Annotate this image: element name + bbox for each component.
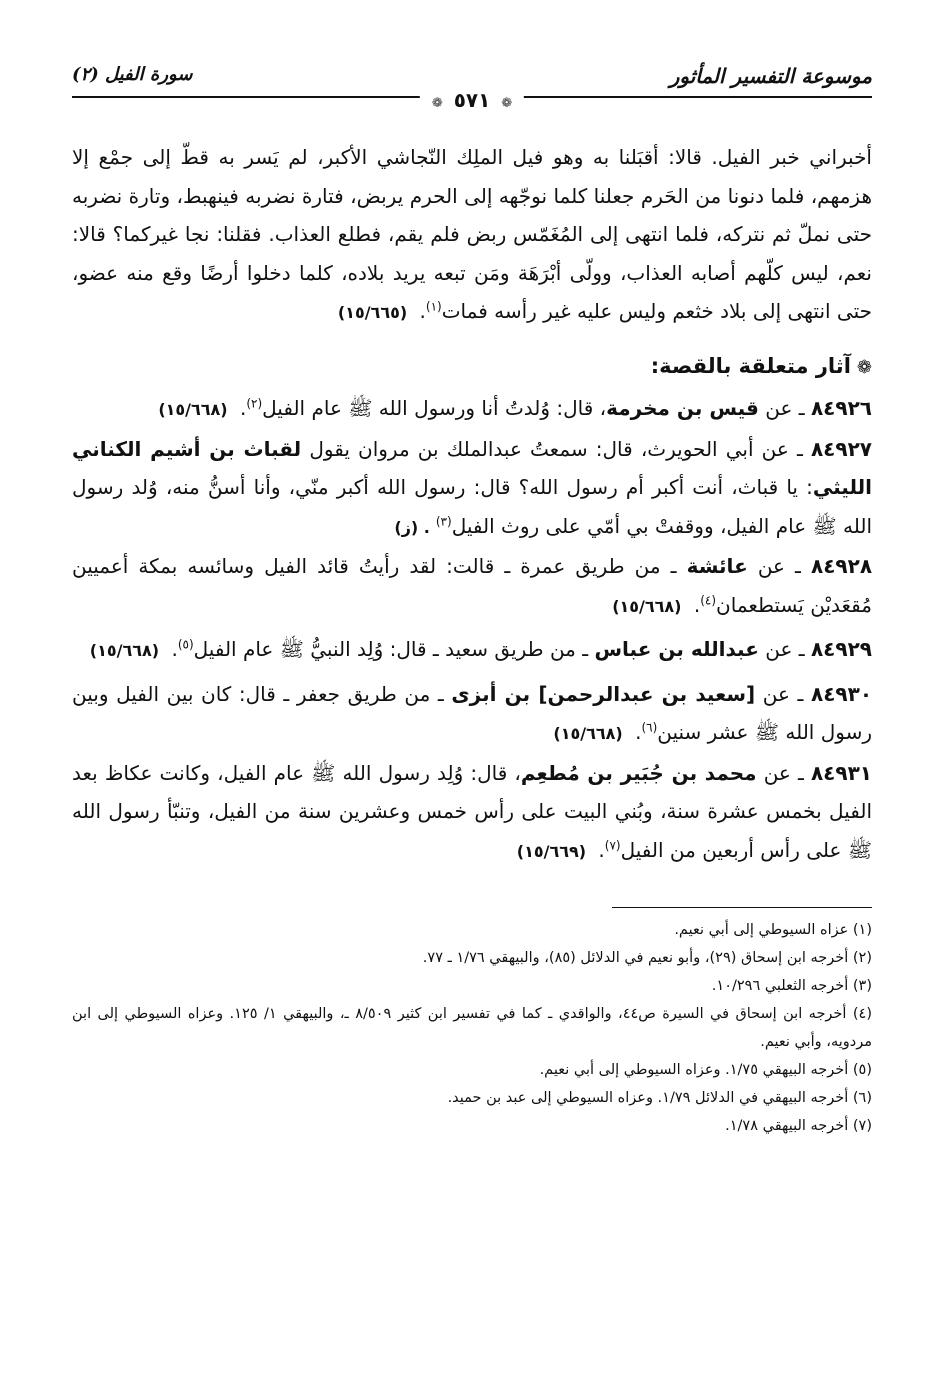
volume-reference: . (ز): [394, 517, 430, 537]
footnote-marker: (٧): [604, 837, 621, 852]
entry-text: ـ من طريق سعيد ـ قال: وُلِد النبيُّ ﷺ عام الفيل: [193, 637, 589, 661]
ornament-icon: ❁: [431, 96, 443, 111]
entry-lead: ـ عن: [763, 760, 804, 785]
ornament-icon: ❁: [501, 96, 513, 111]
entry-number: ٨٤٩٣١: [810, 760, 872, 785]
narrator-name: محمد بن جُبَير بن مُطعِم: [520, 760, 757, 785]
volume-reference: (١٥/٦٦٥): [337, 303, 408, 322]
footnote: (٥) أخرجه البيهقي ١/٧٥. وعزاه السيوطي إلى أبي نعيم.: [539, 1062, 872, 1078]
volume-reference: (١٥/٦٦٩): [516, 841, 587, 861]
entry-lead: ـ عن: [765, 637, 805, 661]
footnote-marker: (٦): [641, 720, 658, 735]
footnote-marker: (٥): [177, 637, 194, 652]
footnote: (٤) أخرجه ابن إسحاق في السيرة ص٤٤، والواقدي ـ كما في تفسير ابن كثير ٨/٥٠٩ ـ، والبيهقي ١/ ١٢٥. وعزاه السيوطي إلى ابن مردويه، وأبي نعيم.: [72, 1006, 872, 1050]
entry-text: ، قال: وُلدتُ أنا ورسول الله ﷺ عام الفيل: [262, 396, 607, 420]
flower-ornament-icon: ❁: [856, 356, 872, 378]
athar-entry: ٨٤٩٢٨ ـ عن عائشة ـ من طريق عمرة ـ قالت: لقد رأيتُ قائد الفيل وسائسه بمكة أعميين مُقعَديْن يَستطعمان$^{(٤)}$. (١٥/٦٦٨): [72, 554, 873, 617]
page-number-block: [420, 88, 524, 112]
section-heading: [72, 347, 872, 388]
section-title: آثار متعلقة بالقصة:: [650, 353, 851, 378]
narrator-name: [سعيد بن عبدالرحمن] بن أبزى: [451, 681, 756, 706]
footnote-marker: (٤): [700, 592, 717, 607]
entry-text: ، قال: وُلِد رسول الله ﷺ عام الفيل، وكانت عكاظ بعد الفيل بخمس عشرة سنة، وبُني البيت على رأس خمس وعشرين سنة من الفيل، وتنبّأ رسول الله ﷺ على رأس أربعين من الفيل: [72, 760, 872, 862]
entry-number: ٨٤٩٢٩: [810, 637, 872, 661]
surah-title: سورة الفيل (٢): [72, 64, 193, 85]
entry-number: ٨٤٩٢٧: [810, 436, 873, 461]
intro-paragraph: أخبراني خبر الفيل. قالا: أقبَلنا به وهو فيل الملِك النّجاشي الأكبر، لم يَسر به قطّ إلى جمْع إلا هزمهم، فلما دنونا من الحَرم جعلنا كلما نوجّهه إلى الحرم يربض، فتارة نضربه فينهبط، وتارة نضربه حتى نملّ ثم نتركه، فلما انتهى إلى المُغَمّس ربض فلم يقم، فطلع العذاب. فقلنا: نجا غيركما؟ قالا: نعم، ليس كلّهم أصابه العذاب، وولّى أبْرَهَة ومَن تبعه يريد بلاده، كلما دخلوا أرضًا وقع منه عضو، حتى انتهى إلى بلاد خثعم وليس عليه غير رأسه فمات$^{(١)}$. (١٥/٦٦٥): [72, 145, 872, 323]
book-title: موسوعة التفسير المأثور: [669, 64, 872, 88]
athar-entry: ٨٤٩٣١ ـ عن محمد بن جُبَير بن مُطعِم، قال: وُلِد رسول الله ﷺ عام الفيل، وكانت عكاظ بعد الفيل بخمس عشرة سنة، وبُني البيت على رأس خمس وعشرين سنة من الفيل، وتنبّأ رسول الله ﷺ على رأس أربعين من الفيل$^{(٧)}$. (١٥/٦٦٩): [72, 760, 872, 862]
footnote: (٣) أخرجه الثعلبي ١٠/٢٩٦.: [711, 978, 872, 994]
entry-lead: ـ عن: [762, 681, 804, 706]
book-page: [72, 62, 872, 1140]
narrator-name: عائشة: [686, 554, 748, 578]
paragraph-text: أخبراني خبر الفيل. قالا: أقبَلنا به وهو فيل الملِك النّجاشي الأكبر، لم يَسر به قطّ إلى جمْع إلا هزمهم، فلما دنونا من الحَرم جعلنا كلما نوجّهه إلى الحرم يربض، فتارة نضربه فينهبط، وتارة نضربه حتى نملّ ثم نتركه، فلما انتهى إلى المُغَمّس ربض فلم يقم، فطلع العذاب. فقلنا: نجا غيركما؟ قالا: نعم، ليس كلّهم أصابه العذاب، وولّى أبْرَهَة ومَن تبعه يريد بلاده، كلما دخلوا أرضًا وقع منه عضو، حتى انتهى إلى بلاد خثعم وليس عليه غير رأسه فمات: [72, 145, 872, 323]
entry-lead: ـ عن أبي الحويرث، قال: سمعتُ عبدالملك بن مروان يقول: [309, 436, 803, 461]
footnote: (١) عزاه السيوطي إلى أبي نعيم.: [674, 922, 872, 938]
footnote-marker: (١): [425, 299, 442, 314]
entry-number: ٨٤٩٢٨: [810, 554, 873, 578]
narrator-name: عبدالله بن عباس: [594, 637, 759, 661]
footnote: (٢) أخرجه ابن إسحاق (٢٩)، وأبو نعيم في الدلائل (٨٥)، والبيهقي ١/٧٦ ـ ٧٧.: [422, 950, 872, 966]
athar-entry: ٨٤٩٢٦ ـ عن قيس بن مخرمة، قال: وُلدتُ أنا ورسول الله ﷺ عام الفيل$^{(٢)}$. (١٥/٦٦٨): [158, 396, 872, 420]
footnote-marker: (٣): [435, 513, 452, 528]
entry-number: ٨٤٩٣٠: [810, 681, 873, 706]
entry-lead: ـ عن: [757, 554, 801, 578]
footnote: (٦) أخرجه البيهقي في الدلائل ١/٧٩. وعزاه السيوطي إلى عبد بن حميد.: [447, 1090, 872, 1106]
entry-text: : يا قباث، أنت أكبر أم رسول الله؟ قال: رسول الله أكبر منّي، وأنا أسنُّ منه، وُلد رسول الله ﷺ عام الفيل، ووقفتْ بي أمّي على روث الفيل: [72, 475, 872, 538]
volume-reference: (١٥/٦٦٨): [612, 596, 682, 616]
athar-entry: [72, 430, 872, 548]
entry-number: ٨٤٩٢٦: [810, 396, 872, 420]
footnote-marker: (٢): [246, 396, 263, 411]
volume-reference: (١٥/٦٦٨): [158, 400, 228, 419]
footnotes-section: [72, 907, 872, 1140]
footnote: (٧) أخرجه البيهقي ١/٧٨.: [725, 1118, 872, 1134]
entry-text: ـ من طريق عمرة ـ قالت: لقد رأيتُ قائد الفيل وسائسه بمكة أعميين مُقعَديْن يَستطعمان: [72, 554, 872, 617]
page-number: ٥٧١: [453, 88, 491, 112]
entry-lead: ـ عن: [765, 396, 805, 420]
main-text: [72, 138, 872, 871]
narrator-name: لقباث بن أشيم الكناني الليثي: [72, 436, 872, 499]
page-header: [72, 62, 872, 112]
footnote-divider: [612, 907, 872, 908]
narrator-name: قيس بن مخرمة: [606, 396, 759, 420]
entry-text: ـ من طريق جعفر ـ قال: كان بين الفيل وبين رسول الله ﷺ عشر سنين: [72, 681, 872, 744]
athar-entry: ٨٤٩٢٩ ـ عن عبدالله بن عباس ـ من طريق سعيد ـ قال: وُلِد النبيُّ ﷺ عام الفيل$^{(٥)}$. (١٥/٦٦٨): [89, 637, 872, 661]
volume-reference: (١٥/٦٦٨): [89, 641, 160, 660]
volume-reference: (١٥/٦٦٨): [553, 724, 623, 743]
athar-entry: ٨٤٩٣٠ ـ عن [سعيد بن عبدالرحمن] بن أبزى ـ من طريق جعفر ـ قال: كان بين الفيل وبين رسول الله ﷺ عشر سنين$^{(٦)}$. (١٥/٦٦٨): [72, 681, 873, 744]
